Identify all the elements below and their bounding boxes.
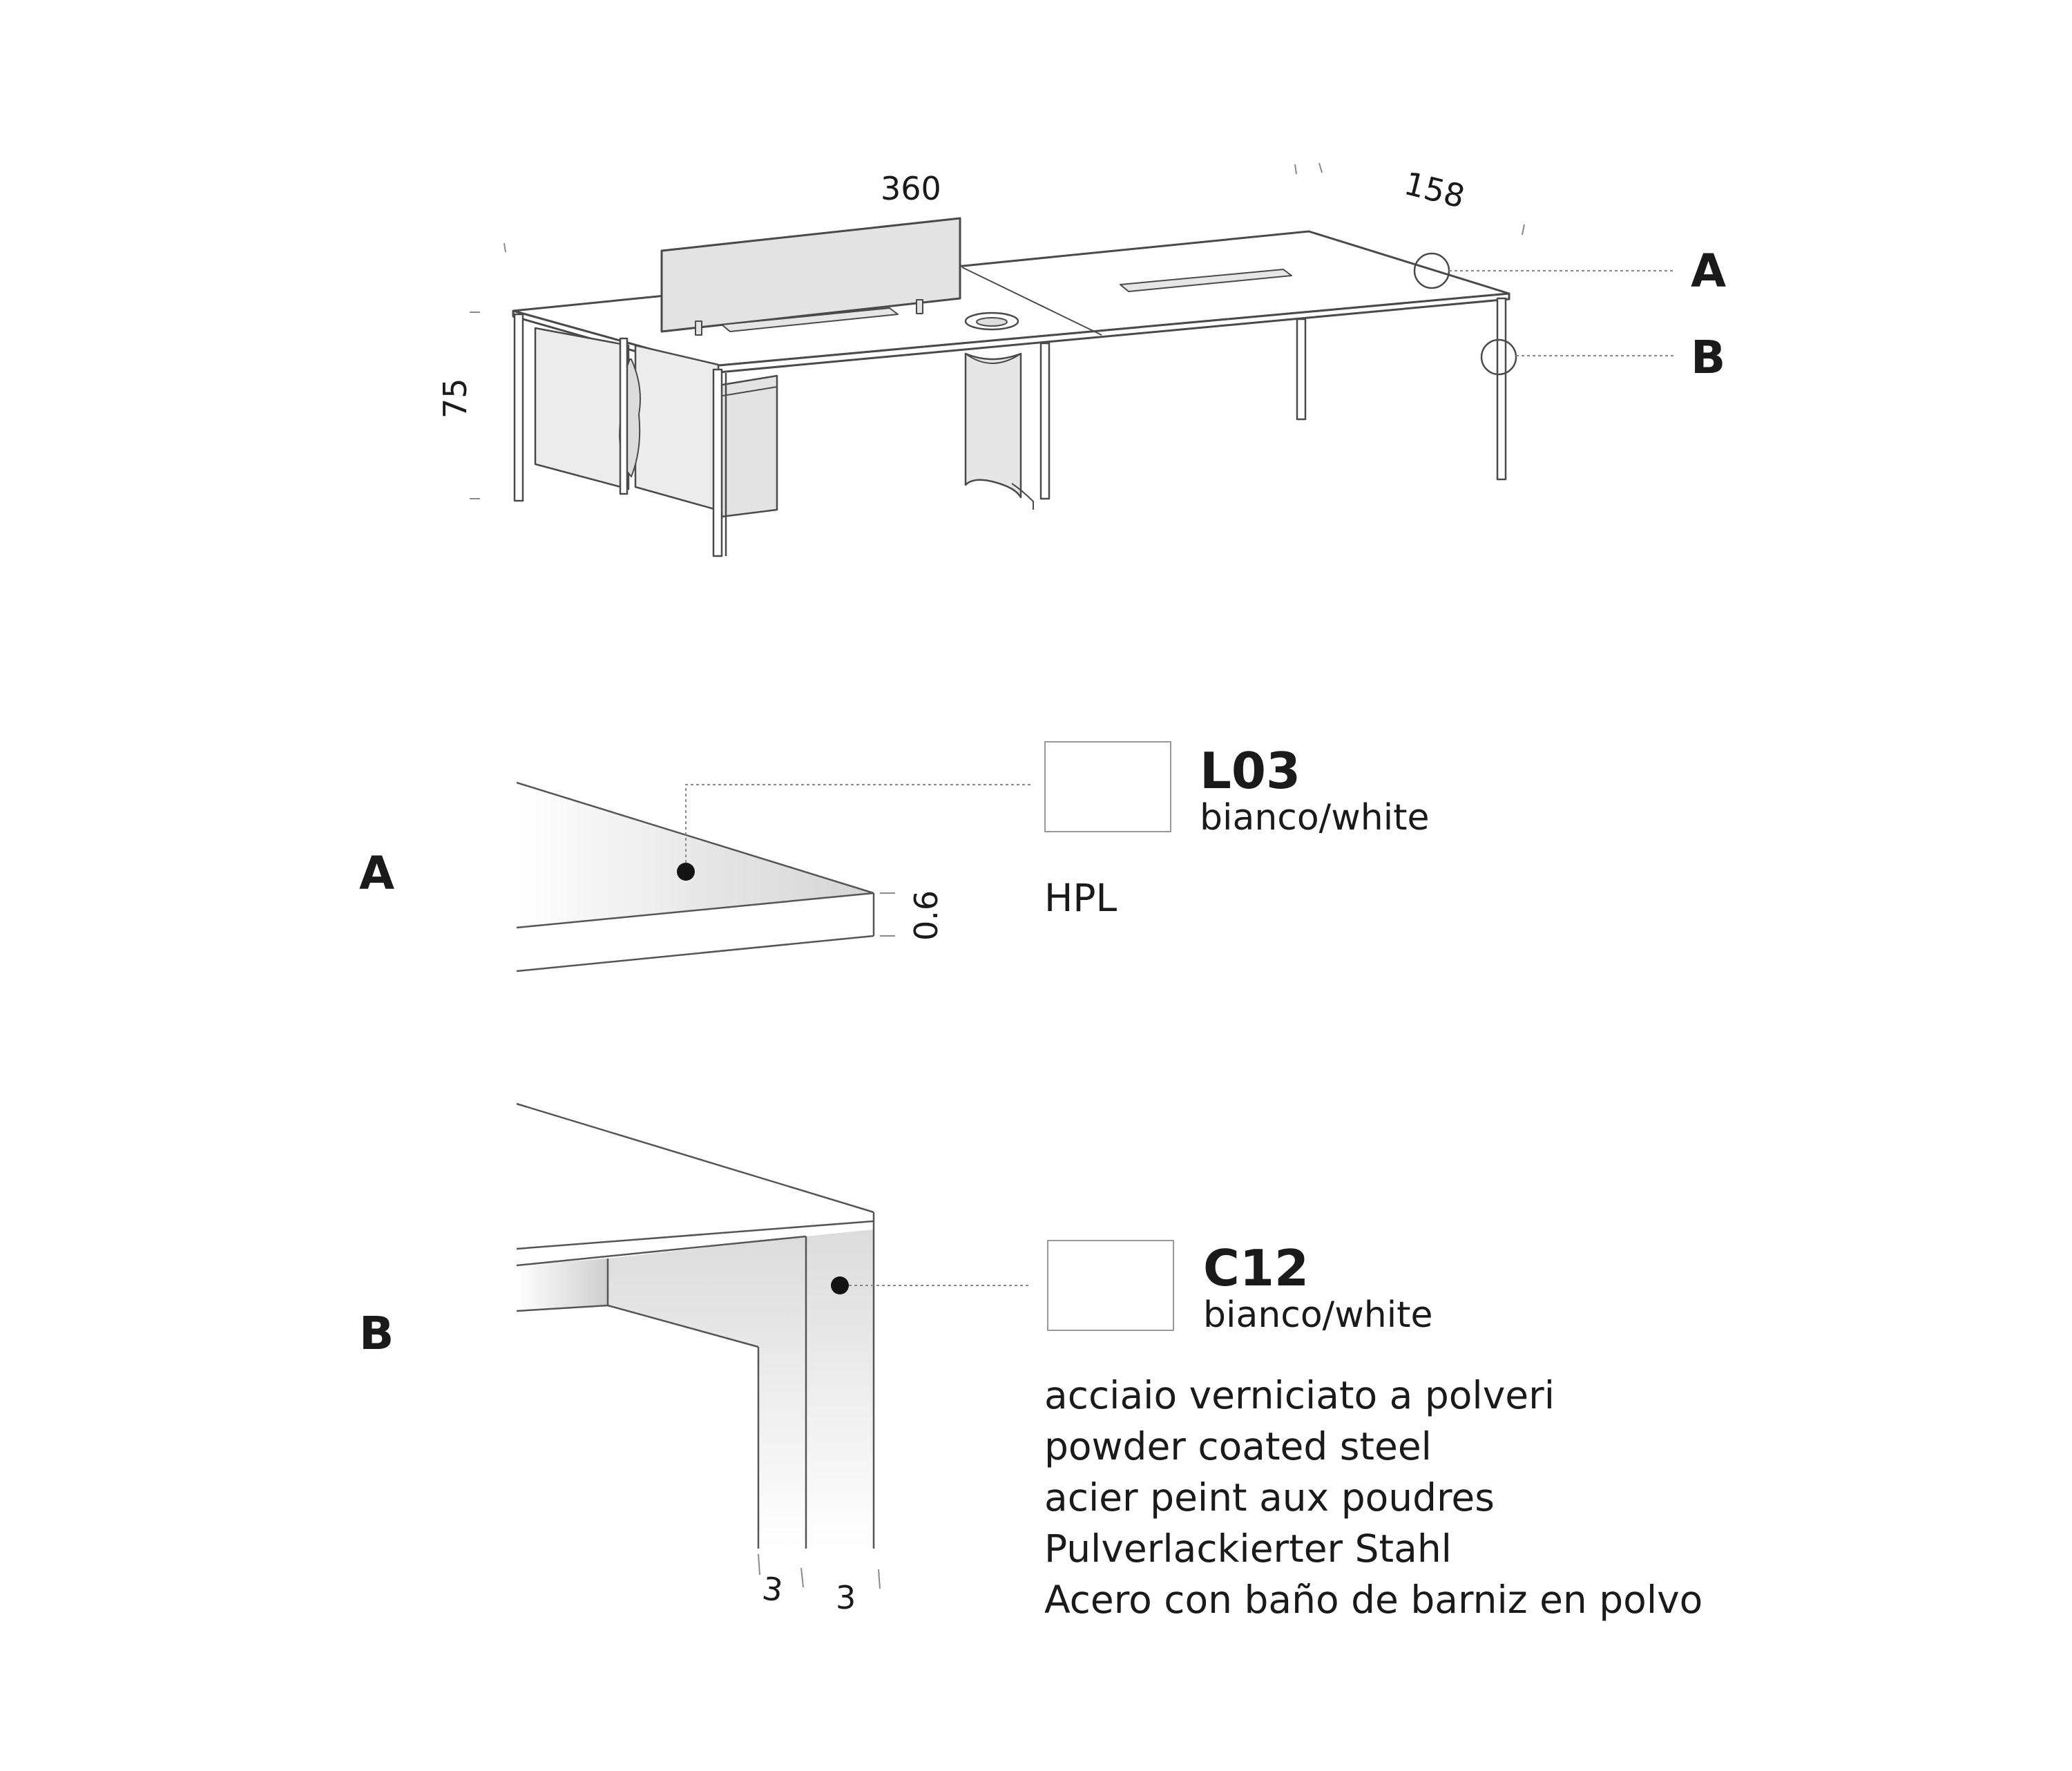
leg-front-middle [713,370,722,556]
callout-leaders [1449,271,1675,356]
desk-overview-drawing [513,218,1516,556]
material-line: acier peint aux poudres [1044,1475,1495,1520]
modesty-panel-right [635,345,722,511]
under-tray [718,376,777,517]
detail-b-rail [517,1258,608,1311]
detail-b-leg-inner [608,1236,806,1549]
detail-a-label: A [359,847,395,900]
detail-b-drawing [517,1104,1030,1589]
screen-clip-left [696,321,702,335]
screen-clip-right [917,300,923,314]
detail-b-label: B [359,1307,394,1360]
material-hpl: HPL [1044,876,1117,920]
callout-label-a: A [1691,245,1727,298]
detail-b-marker-dot [831,1276,849,1294]
dimension-leg-right: 3 [836,1579,856,1616]
leg-front-right [1497,298,1506,479]
detail-a-thickness: 0.6 [908,890,945,941]
finish-name-l03: bianco/white [1200,797,1430,839]
detail-a-top-surface [517,783,874,928]
finish-name-c12: bianco/white [1203,1294,1433,1336]
leg-front-left [515,314,523,501]
leg-rear-left [620,338,627,494]
material-line: Pulverlackierter Stahl [1044,1526,1452,1571]
material-line: powder coated steel [1044,1424,1432,1468]
material-list-steel [1044,1370,1702,1625]
dimension-length: 360 [881,170,941,207]
dimension-leg-left: 3 [760,1569,785,1609]
dimension-height: 75 [437,378,474,419]
callout-label-b: B [1691,331,1726,384]
material-line: Acero con baño de barniz en polvo [1044,1578,1703,1622]
modesty-panel-left [535,328,629,489]
finish-swatch-l03 [1044,741,1171,832]
finish-swatch-c12 [1047,1240,1174,1331]
finish-code-l03: L03 [1200,742,1301,800]
cable-grommet-inner [977,318,1007,326]
detail-a-marker-dot [677,863,695,881]
leg-back-middle [1041,343,1049,499]
detail-a-drawing [517,783,1030,971]
finish-code-c12: C12 [1203,1239,1310,1297]
leg-back-right [1297,319,1305,419]
dimension-depth: 158 [1400,164,1469,216]
cable-spine [966,354,1021,497]
material-line: acciaio verniciato a polveri [1044,1373,1555,1417]
